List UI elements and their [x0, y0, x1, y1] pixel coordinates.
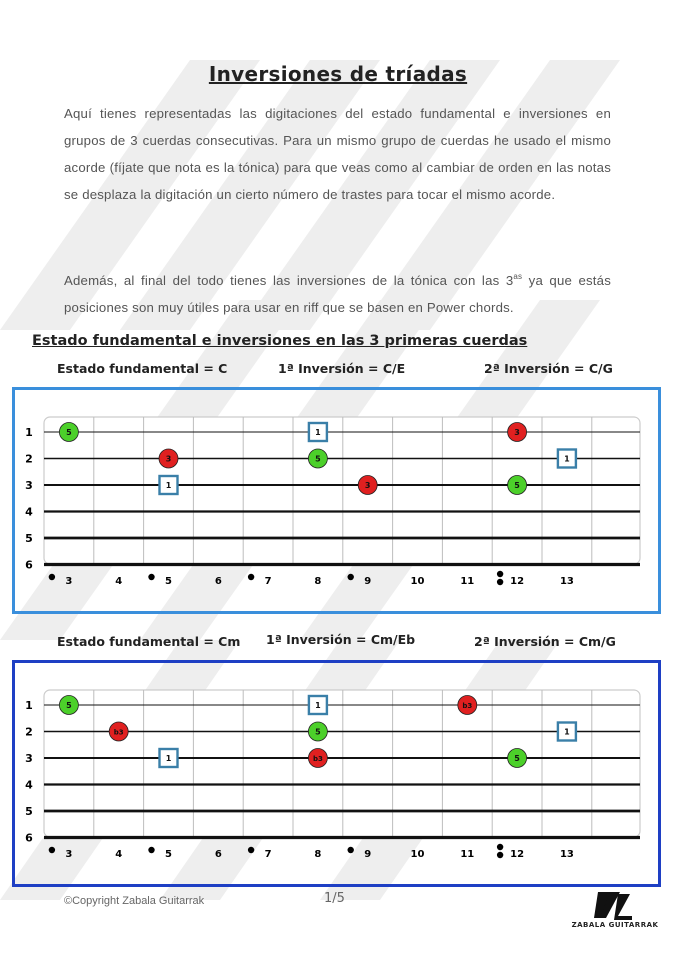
- string-label: 6: [25, 831, 33, 845]
- note-fifth-marker: [508, 476, 527, 495]
- note-label: 1: [564, 454, 570, 464]
- fret-number: 8: [314, 849, 322, 860]
- note-root-marker: [160, 749, 178, 767]
- fret-number: 9: [364, 576, 372, 587]
- fret-number: 4: [115, 576, 123, 587]
- fretboard-outline: [44, 417, 640, 564]
- string-label: 5: [25, 532, 33, 545]
- string-label: 1: [25, 426, 33, 439]
- note-label: 1: [315, 428, 321, 437]
- chord-label-root-position: Estado fundamental = C: [57, 361, 228, 376]
- fret-number: 13: [559, 849, 574, 860]
- note-label: 3: [165, 454, 172, 464]
- fret-number: 9: [364, 849, 372, 860]
- position-marker-dot: [49, 847, 55, 853]
- note-root-marker: [309, 696, 327, 714]
- fret-number: 12: [510, 576, 525, 587]
- position-marker-dot: [148, 847, 154, 853]
- fret-number: 7: [264, 576, 272, 587]
- fret-number: 13: [559, 576, 574, 587]
- string-label: 3: [25, 752, 33, 765]
- fret-number: 10: [410, 849, 425, 860]
- fret-number: 7: [264, 849, 272, 860]
- position-marker-dot: [348, 847, 354, 853]
- position-marker-dot: [49, 574, 55, 580]
- position-marker-dot: [497, 852, 503, 858]
- intro-paragraph: Aquí tienes representadas las digitaciones del estado fundamental e inversiones en grupos de 3 cuerdas consecutivas. Para un mismo grupo de cuerdas he usado el mismo acorde (fíjate que nota es la tónica) para que veas como al cambiar de orden en las notas se desplaza la digitación un cierto número de trastes para tocar el mismo acorde.: [64, 106, 611, 202]
- fretboard-outline: [44, 690, 640, 837]
- page-title: Inversiones de tríadas: [208, 62, 468, 86]
- fret-number: 10: [410, 576, 425, 587]
- note-label: 5: [66, 701, 72, 710]
- note-label: 5: [514, 754, 520, 763]
- note-label: b3: [312, 755, 323, 763]
- chord-label-root-position-minor: Estado fundamental = Cm: [57, 634, 241, 649]
- position-marker-dot: [497, 579, 503, 585]
- chord-label-second-inversion: 2ª Inversión = C/G: [484, 361, 613, 376]
- note-third-marker: [458, 696, 477, 715]
- note-fifth-marker: [308, 722, 327, 741]
- note-root-marker: [558, 450, 576, 468]
- note-label: 3: [514, 428, 520, 437]
- page-number: 1/5: [324, 891, 345, 906]
- position-marker-dot: [148, 574, 154, 580]
- note-root-marker: [558, 723, 576, 741]
- string-label: 4: [25, 778, 33, 792]
- position-marker-dot: [248, 847, 254, 853]
- note-fifth-marker: [59, 696, 78, 715]
- note-paragraph: [64, 263, 611, 321]
- position-marker-dot: [348, 574, 354, 580]
- fret-number: 3: [65, 849, 73, 860]
- position-marker-dot: [248, 574, 254, 580]
- note-third-marker: [308, 749, 327, 768]
- fret-number: 4: [115, 849, 123, 860]
- note-third-marker: [109, 722, 128, 741]
- fret-number: 8: [314, 576, 322, 587]
- note-label: 5: [315, 454, 321, 464]
- string-label: 2: [25, 725, 33, 739]
- position-marker-dot: [497, 844, 503, 850]
- fret-number: 6: [214, 576, 222, 587]
- note-fifth-marker: [508, 749, 527, 768]
- fretboard-major: [15, 390, 658, 611]
- note-third-marker: [508, 423, 527, 442]
- note-root-marker: [160, 476, 178, 494]
- fret-number: 5: [165, 576, 172, 587]
- chord-label-second-inversion-minor: 2ª Inversión = Cm/G: [474, 634, 616, 649]
- string-label: 1: [25, 699, 33, 712]
- note-label: 1: [165, 481, 172, 490]
- note-third-marker: [159, 449, 178, 468]
- fretboard-minor: [15, 663, 658, 884]
- string-label: 3: [25, 479, 33, 492]
- note-text-start: Además, al final del todo tienes las inversiones de la tónica con las 3: [64, 273, 514, 288]
- note-text-end: ya que estás posiciones son muy útiles para usar en riff que se basen en Power chords.: [64, 273, 611, 315]
- note-fifth-marker: [59, 423, 78, 442]
- string-label: 2: [25, 452, 33, 466]
- footer-copyright: ©Copyright Zabala Guitarrak: [64, 895, 205, 907]
- fretboard-diagram-major: [12, 387, 661, 614]
- fret-number: 3: [65, 576, 73, 587]
- note-superscript: as: [513, 272, 523, 281]
- string-label: 6: [25, 558, 33, 572]
- note-label: 5: [315, 727, 321, 737]
- string-label: 5: [25, 805, 33, 818]
- fret-number: 11: [460, 849, 475, 860]
- note-third-marker: [358, 476, 377, 495]
- section-title: Estado fundamental e inversiones en las 3 primeras cuerdas: [32, 333, 528, 349]
- note-label: 1: [564, 727, 570, 737]
- note-label: 5: [66, 428, 72, 437]
- chord-label-first-inversion: 1ª Inversión = C/E: [278, 361, 406, 376]
- note-label: 1: [315, 701, 321, 710]
- fretboard-diagram-minor: [12, 660, 661, 887]
- fret-number: 6: [214, 849, 222, 860]
- fret-number: 11: [460, 576, 475, 587]
- note-root-marker: [309, 423, 327, 441]
- fret-number: 12: [510, 849, 525, 860]
- chord-label-first-inversion-minor: 1ª Inversión = Cm/Eb: [266, 632, 416, 647]
- position-marker-dot: [497, 571, 503, 577]
- string-label: 4: [25, 505, 33, 519]
- note-label: 3: [364, 481, 371, 490]
- note-fifth-marker: [308, 449, 327, 468]
- note-label: 5: [514, 481, 520, 490]
- note-label: b3: [462, 702, 473, 710]
- brand-name: ZABALA GUITARRAK: [571, 921, 659, 929]
- note-label: 1: [165, 754, 172, 763]
- fret-number: 5: [165, 849, 172, 860]
- note-label: b3: [113, 728, 124, 737]
